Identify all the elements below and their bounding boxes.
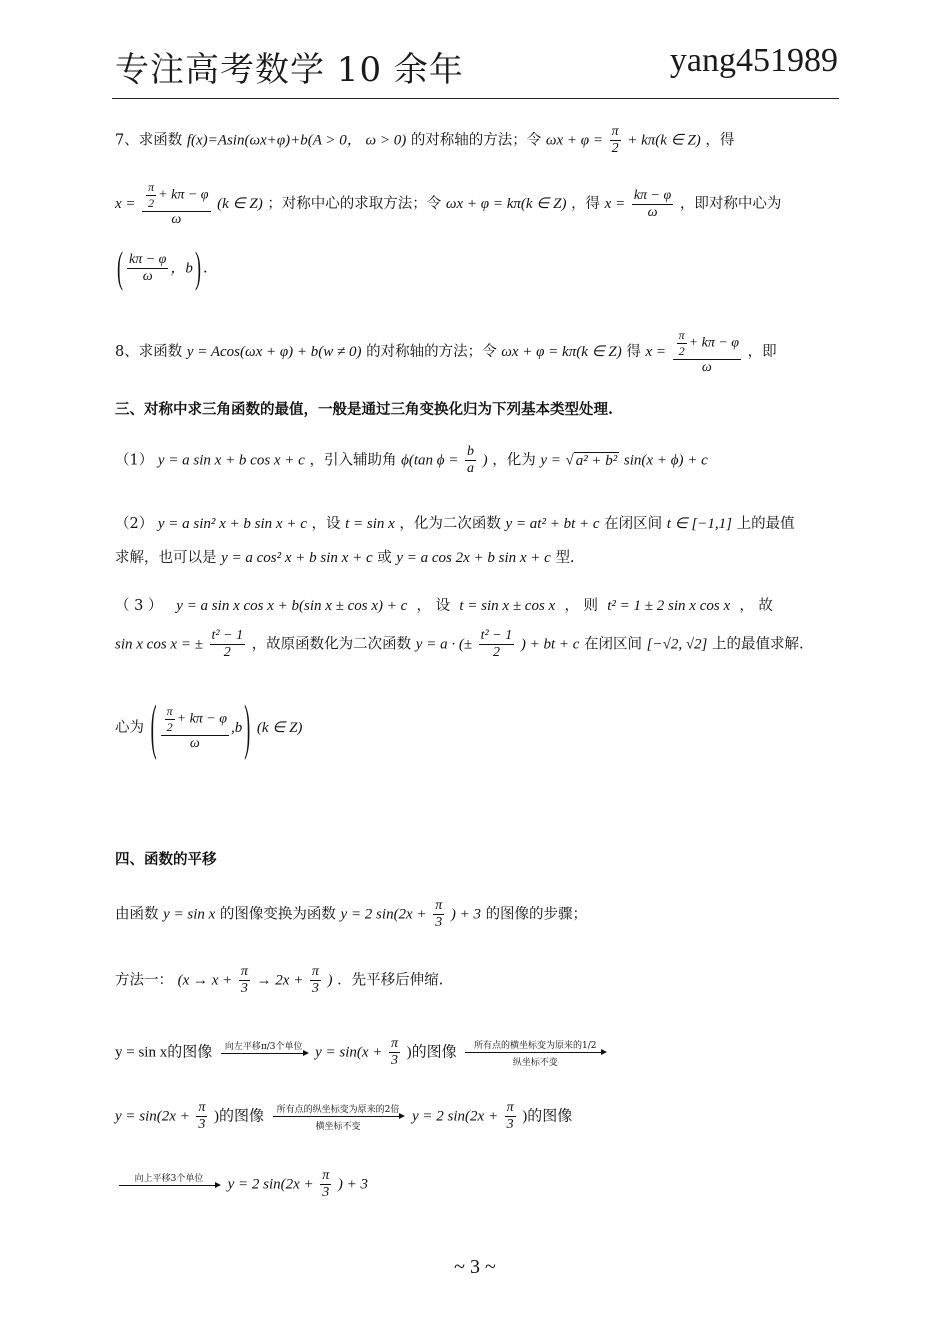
fraction: $\frac{b}{a}$ <box>466 444 474 476</box>
method1-line: 方法一： (x → x + $\frac{\pi}{3}$ → 2x + $\frac{\pi}{3}$ ) ．先平移后伸缩. <box>115 964 444 996</box>
item7-line1: 7、求函数 f(x)=Asin(ωx+φ)+b(A > 0， ω > 0) 的对称轴的方法；令 ωx + φ = $\frac{\pi}{2}$ + kπ(k ∈ Z) ，得 <box>115 124 735 156</box>
case2-line2: 求解，也可以是 y = a cos² x + b sin x + c 或 y = a cos 2x + b sin x + c 型. <box>115 550 575 566</box>
fraction: $\frac{\pi}{3}$ <box>506 1100 514 1132</box>
transform-step1: y = sin x的图像 向左平移π/3个单位 y = sin(x + $\frac{\pi}{3}$ )的图像 所有点的横坐标变为原来的1/2 纵坐标不变 <box>115 1036 609 1069</box>
fraction: $\frac{\pi}{3}$ <box>198 1100 206 1132</box>
section4-heading: 四、函数的平移 <box>115 851 217 868</box>
fraction: $\frac{\pi}{3}$ <box>240 964 248 996</box>
page-number: ~ 3 ~ <box>454 1256 496 1278</box>
header-divider <box>112 98 839 99</box>
case1-line: （1） y = a sin x + b cos x + c ，引入辅助角 ϕ(tan ϕ = $\frac{b}{a}$ ) ，化为 y = √ a² + b² sin(x + ϕ) + c <box>115 444 708 476</box>
arrow-scale-x: 所有点的横坐标变为原来的1/2 纵坐标不变 <box>465 1038 605 1068</box>
header-author: yang451989 <box>669 42 838 79</box>
fraction: $\frac{\pi}{3}$ <box>435 898 443 930</box>
case3-line2: sin x cos x = ± $\frac{\text{t² − 1}}{2}$ ，故原函数化为二次函数 y = a · (± $\frac{\text{t² − 1}}{2}$ ) + bt + c 在闭区间 [−√2, √2] 上的最值求解. <box>115 628 804 660</box>
item7-line3: ( $\frac{k\pi - \varphi}{\omega}$ ，b ) . <box>117 243 208 292</box>
fraction: $\frac{\pi}{2}$ + kπ − φ ω <box>673 328 741 376</box>
arrow-scale-y: 所有点的纵坐标变为原来的2倍 横坐标不变 <box>273 1102 404 1132</box>
fraction: $\frac{\pi}{2}$ <box>611 124 619 156</box>
item7-line2: x = $\frac{\pi}{2}$ + kπ − φ ω (k ∈ Z) ；对称中心的求取方法；令 ωx + φ = kπ(k ∈ Z) ，得 x = $\frac{k\pi - \varphi}{\omega}$ ，即对称中心为 <box>115 180 782 227</box>
arrow-shift-up: 向上平移3个单位 <box>119 1171 219 1198</box>
item8-function: y = Acos(ωx + φ) + b(w ≠ 0) <box>186 344 362 360</box>
fraction: $\frac{\pi}{3}$ <box>311 964 319 996</box>
fraction: $\frac{\pi}{3}$ <box>391 1036 399 1068</box>
section3-heading: 三、对称中求三角函数的最值，一般是通过三角变换化归为下列基本类型处理. <box>115 401 614 418</box>
fraction: $\frac{\pi}{2}$ + kπ − φ ω <box>142 180 210 228</box>
transform-step2: y = sin(2x + $\frac{\pi}{3}$ )的图像 所有点的纵坐标变为原来的2倍 横坐标不变 y = 2 sin(2x + $\frac{\pi}{3}$ )的图像 <box>115 1100 573 1132</box>
fraction: $\frac{k\pi - \varphi}{\omega}$ <box>129 252 167 284</box>
center-line: 心为 ( $\frac{\pi}{2}$ + kπ − φ ω ,b ) (k ∈ Z) <box>115 692 303 761</box>
fraction: $\frac{k\pi - \varphi}{\omega}$ <box>633 187 672 220</box>
transform-intro: 由函数 y = sin x 的图像变换为函数 y = 2 sin(2x + $\frac{\pi}{3}$ ) + 3 的图像的步骤； <box>115 898 588 930</box>
fraction: $\frac{\text{t² − 1}}{2}$ <box>211 628 244 660</box>
fraction: $\frac{\pi}{2}$ + kπ − φ ω <box>161 704 229 752</box>
item7-function: f(x)=Asin(ωx+φ)+b(A > 0， ω > 0) <box>186 132 407 149</box>
item8-line: 8、求函数 y = Acos(ωx + φ) + b(w ≠ 0) 的对称轴的方法；令 ωx + φ = kπ(k ∈ Z) 得 x = $\frac{\pi}{2}$ + kπ − φ ω ，即 <box>115 328 777 375</box>
fraction: $\frac{\text{t² − 1}}{2}$ <box>480 628 513 660</box>
transform-step3: 向上平移3个单位 y = 2 sin(2x + $\frac{\pi}{3}$ ) + 3 <box>115 1168 368 1201</box>
header-title: 专注高考数学 10 余年 <box>115 50 464 90</box>
case3-line1: （ 3 ） y = a sin x cos x + b(sin x ± cos x) + c ， 设 t = sin x ± cos x ， 则 t² = 1 ± 2 sin x cos x ， 故 <box>115 598 773 614</box>
case2-line1: （2） y = a sin² x + b sin x + c ，设 t = sin x ，化为二次函数 y = at² + bt + c 在闭区间 t ∈ [−1,1] 上的最值 <box>115 516 795 532</box>
fraction: $\frac{\pi}{3}$ <box>322 1168 330 1200</box>
arrow-shift-left: 向左平移π/3个单位 <box>221 1039 307 1066</box>
